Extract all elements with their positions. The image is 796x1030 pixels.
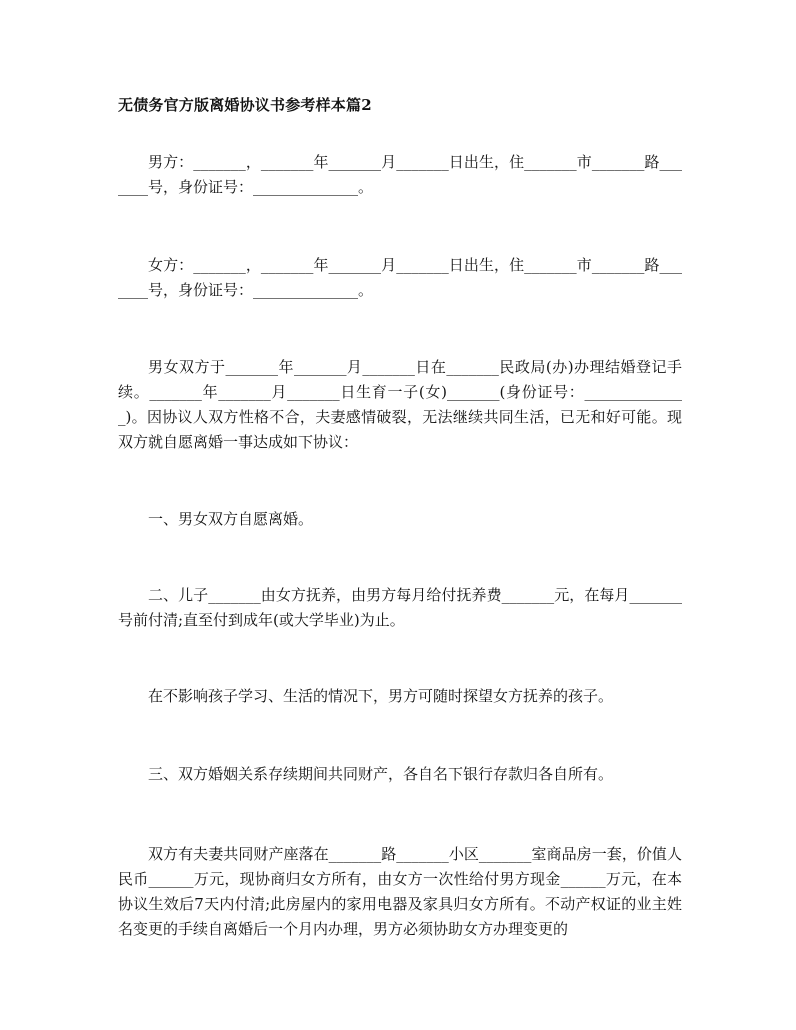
paragraph-husband-info: 男方：_______，_______年_______月_______日出生，住_______市_______路_______号，身份证号：______________。 bbox=[118, 153, 682, 196]
paragraph-marriage-background: 男女双方于_______年_______月_______日在_______民政局(办)办理结婚登记手续。_______年_______月_______日生育一子(女)_______(身份证号：______________)。因协议人双方性格不合，夫妻感情破裂，无法继续共同生活，已无和好可能。现双方就自愿离婚一事达成如下协议： bbox=[118, 358, 682, 451]
document-title: 无债务官方版离婚协议书参考样本篇2 bbox=[118, 96, 372, 114]
paragraph-wife-info: 女方：_______，_______年_______月_______日出生，住_______市_______路_______号，身份证号：______________。 bbox=[118, 256, 682, 299]
paragraph-clause-3: 三、双方婚姻关系存续期间共同财产，各自名下银行存款归各自所有。 bbox=[148, 765, 614, 783]
paragraph-property: 双方有夫妻共同财产座落在_______路_______小区_______室商品房一套，价值人民币______万元，现协商归女方所有，由女方一次性给付男方现金______万元，在本协议生效后7天内付清;此房屋内的家用电器及家具归女方所有。不动产权证的业主姓名变更的手续自离婚后一个月内办理，男方必须协助女方办理变更的 bbox=[118, 845, 682, 938]
paragraph-clause-1: 一、男女双方自愿离婚。 bbox=[148, 510, 314, 528]
paragraph-clause-2: 二、儿子_______由女方抚养，由男方每月给付抚养费_______元，在每月_______号前付清;直至付到成年(或大学毕业)为止。 bbox=[118, 586, 682, 629]
paragraph-visitation: 在不影响孩子学习、生活的情况下，男方可随时探望女方抚养的孩子。 bbox=[148, 687, 614, 705]
